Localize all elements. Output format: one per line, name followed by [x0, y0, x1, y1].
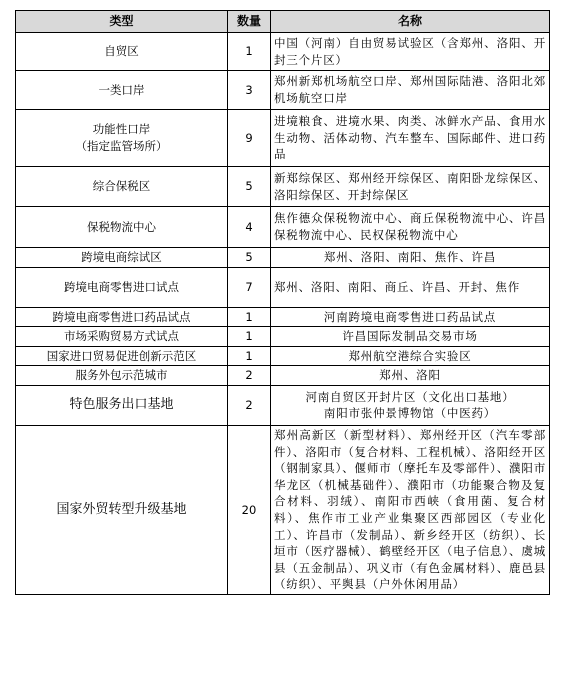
cell-count: 1 — [228, 327, 271, 347]
table-row — [16, 110, 550, 167]
table-row — [16, 366, 550, 386]
cell-name: 郑州、洛阳、南阳、商丘、许昌、开封、焦作 — [271, 267, 550, 307]
cell-type: 保税物流中心 — [16, 207, 228, 248]
cell-type: 市场采购贸易方式试点 — [16, 327, 228, 347]
table-row — [16, 307, 550, 327]
cell-name — [271, 385, 550, 425]
header-type: 类型 — [16, 11, 228, 33]
cell-count: 3 — [228, 71, 271, 110]
cell-count: 2 — [228, 366, 271, 386]
cell-type: 跨境电商零售进口药品试点 — [16, 307, 228, 327]
table-row — [16, 207, 550, 248]
cell-type-line2: （指定监管场所） — [75, 139, 168, 153]
cell-name: 进境粮食、进境水果、肉类、冰鲜水产品、食用水生动物、活体动物、汽车整车、国际邮件、进口药品 — [271, 110, 550, 167]
cell-count: 5 — [228, 248, 271, 268]
cell-type: 特色服务出口基地 — [16, 385, 228, 425]
header-name: 名称 — [271, 11, 550, 33]
cell-name: 河南跨境电商零售进口药品试点 — [271, 307, 550, 327]
cell-name: 新郑综保区、郑州经开综保区、南阳卧龙综保区、洛阳综保区、开封综保区 — [271, 167, 550, 207]
table-row — [16, 346, 550, 366]
cell-type: 跨境电商零售进口试点 — [16, 267, 228, 307]
cell-type: 服务外包示范城市 — [16, 366, 228, 386]
cell-name: 郑州航空港综合实验区 — [271, 346, 550, 366]
cell-count: 2 — [228, 385, 271, 425]
table-row — [16, 33, 550, 71]
cell-name-line1: 河南自贸区开封片区（文化出口基地） — [305, 389, 515, 404]
cell-type-line1: 功能性口岸 — [92, 122, 151, 137]
table-row — [16, 71, 550, 110]
cell-count: 20 — [228, 425, 271, 594]
table-row — [16, 327, 550, 347]
trade-platform-table — [15, 10, 550, 595]
cell-count: 1 — [228, 33, 271, 71]
cell-type: 一类口岸 — [16, 71, 228, 110]
cell-type: 跨境电商综试区 — [16, 248, 228, 268]
cell-type: 自贸区 — [16, 33, 228, 71]
cell-count: 1 — [228, 307, 271, 327]
cell-name: 许昌国际发制品交易市场 — [271, 327, 550, 347]
cell-type — [16, 110, 228, 167]
table-row — [16, 385, 550, 425]
table-row — [16, 248, 550, 268]
cell-count: 4 — [228, 207, 271, 248]
table-row — [16, 167, 550, 207]
cell-name: 焦作德众保税物流中心、商丘保税物流中心、许昌保税物流中心、民权保税物流中心 — [271, 207, 550, 248]
cell-name: 郑州新郑机场航空口岸、郑州国际陆港、洛阳北郊机场航空口岸 — [271, 71, 550, 110]
cell-name: 中国（河南）自由贸易试验区（含郑州、洛阳、开封三个片区） — [271, 33, 550, 71]
cell-name: 郑州高新区（新型材料）、郑州经开区（汽车零部件）、洛阳市（复合材料、工程机械）、洛阳经开区（钢制家具）、偃师市（摩托车及零部件）、濮阳市华龙区（机械基础件）、濮阳市（功能聚合物及复合材料、羽绒）、南阳市西峡（食用菌、复合材料）、焦作市工业产业集聚区西部园区（专业化工）、许昌市（发制品）、新乡经开区（纺织）、长垣市（医疗器械）、鹤壁经开区（电子信息）、虞城县（五金制品）、巩义市（有色金属材料）、鹿邑县（纺织）、平舆县（户外休闲用品） — [271, 425, 550, 594]
table-row — [16, 425, 550, 594]
table-row — [16, 267, 550, 307]
cell-type: 国家外贸转型升级基地 — [16, 425, 228, 594]
cell-count: 5 — [228, 167, 271, 207]
cell-name: 郑州、洛阳、南阳、焦作、许昌 — [271, 248, 550, 268]
cell-count: 7 — [228, 267, 271, 307]
header-row — [16, 11, 550, 33]
header-count: 数量 — [228, 11, 271, 33]
cell-type: 综合保税区 — [16, 167, 228, 207]
cell-count: 1 — [228, 346, 271, 366]
cell-count: 9 — [228, 110, 271, 167]
cell-name-line2: 南阳市张仲景博物馆（中医药） — [323, 406, 497, 421]
cell-name: 郑州、洛阳 — [271, 366, 550, 386]
cell-type: 国家进口贸易促进创新示范区 — [16, 346, 228, 366]
